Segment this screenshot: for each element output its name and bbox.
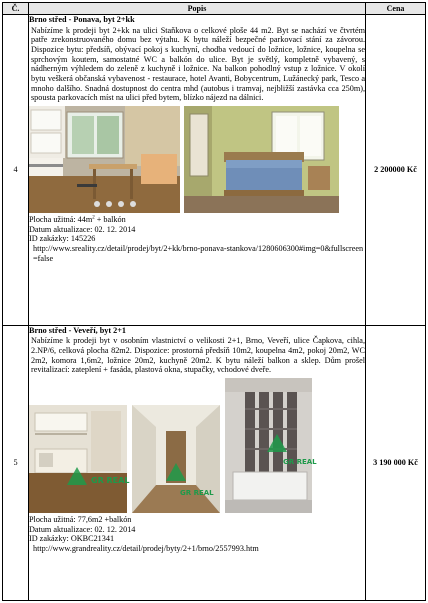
bathroom-photo	[225, 378, 317, 513]
usable-area: Plocha užitná: 77,6m2 +balkón	[29, 514, 132, 524]
kitchen-photo-image	[29, 405, 130, 513]
listing-facts	[29, 215, 365, 244]
kitchen-photo-image	[29, 106, 180, 213]
bedroom-photo-image	[184, 106, 339, 213]
svg-text:GR REAL: GR REAL	[180, 488, 214, 497]
listing-table	[2, 2, 426, 601]
listing-description-cell	[29, 325, 366, 600]
listing-title: Brno střed - Veveří, byt 2+1	[29, 325, 126, 335]
usable-area: Plocha užitná: $44m^2$ + balkón	[29, 215, 126, 225]
listing-price: 2 200000 Kč	[366, 15, 426, 326]
listing-number: 4	[3, 15, 29, 326]
table-row	[3, 325, 426, 600]
order-id: ID zakázky: OKBC21341	[29, 534, 115, 544]
header-description: Popis	[29, 3, 366, 15]
listing-description: Nabízíme k prodeji byt v osobním vlastnictví o velikosti 2+1, Brno, Veveří, ulice Čapkova, cihla, 2.NP/6, celková plocha 82m2. Dispozice: prostorná předsíň 10m2, koupelna 4m2, pokoj 20m2, WC 2m2, komora 1,6m2, ložnice 20m2, kuchyně 20m2. K bytu náleží balkon a sklep. Dům prošel revitalizací: zateplení + fasáda, plastová okna, stupačky, vchodové dveře.	[31, 336, 365, 375]
header-price: Cena	[366, 3, 426, 15]
listing-description-cell	[29, 15, 366, 326]
listing-sheet	[2, 2, 426, 601]
svg-text:GR REAL: GR REAL	[283, 457, 317, 466]
kitchen-photo	[29, 405, 130, 513]
listing-photos	[29, 106, 365, 213]
svg-text:GR REAL: GR REAL	[91, 475, 130, 485]
listing-number: 5	[3, 325, 29, 600]
update-date: Datum aktualizace: 02. 12. 2014	[29, 224, 136, 234]
hallway-photo	[132, 405, 220, 513]
listing-price: 3 190 000 Kč	[366, 325, 426, 600]
header-number: Č.	[3, 3, 29, 15]
update-date: Datum aktualizace: 02. 12. 2014	[29, 524, 136, 534]
bedroom-photo	[184, 106, 339, 213]
table-header-row	[3, 3, 426, 15]
order-id: ID zakázky: 145226	[29, 234, 96, 244]
listing-url[interactable]: http://www.sreality.cz/detail/prodej/byt/2+kk/brno-ponava-stankova/1280606300#img=0&fullscreen=false	[33, 244, 364, 263]
listing-photos	[29, 378, 365, 513]
kitchen-photo	[29, 106, 180, 213]
bathroom-photo-image	[225, 378, 317, 513]
hallway-photo-image	[132, 405, 220, 513]
table-row	[3, 15, 426, 326]
listing-description: Nabízíme k prodeji byt 2+kk na ulici Staňkova o celkové ploše 44 m2. Byt se nachází ve čtvrtém patře zrekonstruovaného domu bez výtahu. K bytu náleží bezpečné parkovací stání za závorou. Dispozice bytu: předsíň, obývací pokoj s kuchyní, chodba vedoucí do ložnice, ložnice, koupelna se sprchovým koutem, samostatné WC a balkón do ulice. Byt je světlý, kompletně vybavený, s nádherným výhledem do zeleně z kuchyně i ložnice. Na balkon pohodlný vstup z ložnice. V okolí bytu veškerá občanská vybavenost - restaurace, hotel Avanti, Bobycentrum, Lužánecký park, Tesco a mnoho dalšího. Snadná dostupnost do centra mhd (autobus i tramvaj, nejbližší zastávka cca 250m), spousta parkovacích míst na ulici před bytem, blízko nájezd na dálnici.	[31, 25, 365, 103]
listing-facts	[29, 515, 365, 544]
listing-title: Brno střed - Ponava, byt 2+kk	[29, 15, 135, 25]
listing-url[interactable]: http://www.grandreality.cz/detail/prodej/byty/2+1/brno/2557993.htm	[33, 543, 259, 553]
